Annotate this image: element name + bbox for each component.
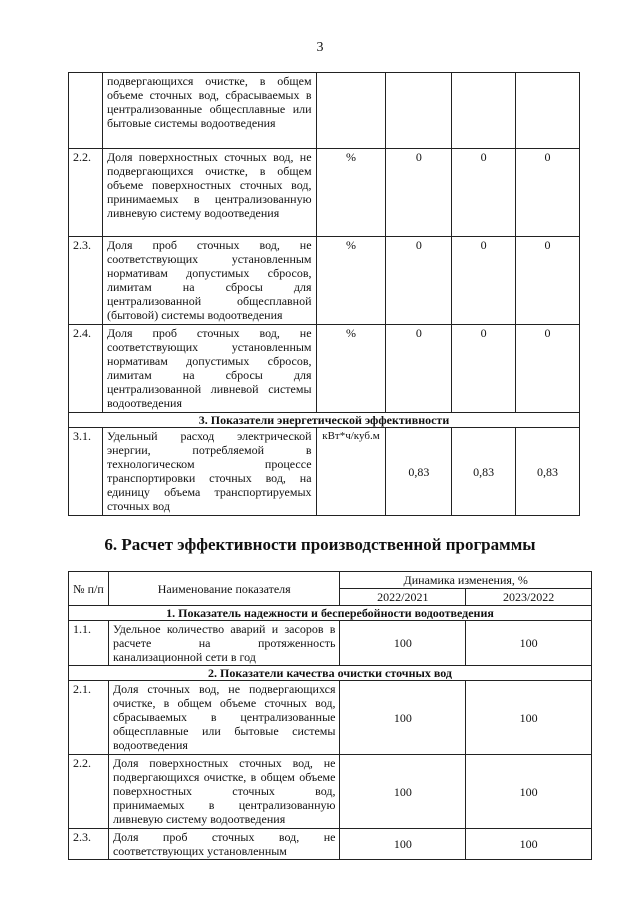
header-name: Наименование показателя — [108, 572, 340, 606]
value-2: 0,83 — [452, 428, 516, 516]
value-2: 100 — [466, 681, 592, 755]
indicator-name: Доля поверхностных сточных вод, не подвергающихся очистке, в общем объеме поверхностных сточных вод, принимаемых в централизованную ливневую систему водоотведения — [102, 149, 316, 237]
value-2: 0 — [452, 149, 516, 237]
value-1: 0 — [386, 325, 452, 413]
row-number: 1.1. — [69, 621, 109, 666]
indicators-table-continued — [68, 72, 580, 516]
table-row — [69, 237, 580, 325]
table-row — [69, 755, 592, 829]
table-row — [69, 73, 580, 149]
value-2: 0 — [452, 237, 516, 325]
indicator-name: Доля проб сточных вод, не соответствующих установленным нормативам допустимых сбросов, лимитам на сбросы для централизованной ливневой системы водоотведения — [102, 325, 316, 413]
table-row — [69, 149, 580, 237]
value-1: 0 — [386, 149, 452, 237]
unit: % — [316, 149, 386, 237]
table-row — [69, 621, 592, 666]
value-1: 100 — [340, 829, 466, 860]
value-2: 100 — [466, 621, 592, 666]
section-title: 1. Показатель надежности и бесперебойности водоотведения — [69, 606, 592, 621]
value-1: 100 — [340, 681, 466, 755]
section-title: 2. Показатели качества очистки сточных вод — [69, 666, 592, 681]
value-2: 100 — [466, 755, 592, 829]
value-3: 0 — [516, 325, 580, 413]
table-row — [69, 829, 592, 860]
row-number: 2.3. — [69, 829, 109, 860]
table-row — [69, 681, 592, 755]
page-number: 3 — [316, 40, 324, 55]
value-1 — [386, 73, 452, 149]
header-dynamics: Динамика изменения, % — [340, 572, 592, 589]
header-year-1: 2022/2021 — [340, 589, 466, 606]
section-heading: 6. Расчет эффективности производственной программы — [104, 535, 536, 554]
value-2: 100 — [466, 829, 592, 860]
unit: % — [316, 237, 386, 325]
value-1: 100 — [340, 621, 466, 666]
unit — [316, 73, 386, 149]
indicator-name: Доля поверхностных сточных вод, не подвергающихся очистке, в общем объеме поверхностных сточных вод, принимаемых в централизованную ливневую систему водоотведения — [108, 755, 340, 829]
indicator-name: Доля проб сточных вод, не соответствующих установленным — [108, 829, 340, 860]
value-1: 100 — [340, 755, 466, 829]
row-number — [69, 73, 103, 149]
header-number: № п/п — [69, 572, 109, 606]
value-2 — [452, 73, 516, 149]
indicator-name: Удельный расход электрической энергии, потребляемой в технологическом процессе транспортировки сточных вод, на единицу объема транспортируемых сточных вод — [102, 428, 316, 516]
table-row — [69, 325, 580, 413]
section-title: 3. Показатели энергетической эффективности — [69, 413, 580, 428]
indicator-name: Удельное количество аварий и засоров в расчете на протяженность канализационной сети в год — [108, 621, 340, 666]
value-2: 0 — [452, 325, 516, 413]
value-3: 0,83 — [516, 428, 580, 516]
row-number: 3.1. — [69, 428, 103, 516]
row-number: 2.2. — [69, 149, 103, 237]
row-number: 2.3. — [69, 237, 103, 325]
row-number: 2.4. — [69, 325, 103, 413]
value-3 — [516, 73, 580, 149]
row-number: 2.2. — [69, 755, 109, 829]
section-row — [69, 413, 580, 428]
value-1: 0,83 — [386, 428, 452, 516]
table-row — [69, 428, 580, 516]
unit: кВт*ч/куб.м — [316, 428, 386, 516]
efficiency-table — [68, 571, 592, 860]
section-row — [69, 606, 592, 621]
value-3: 0 — [516, 237, 580, 325]
value-1: 0 — [386, 237, 452, 325]
indicator-name: Доля сточных вод, не подвергающихся очистке, в общем объеме сточных вод, сбрасываемых в централизованные общесплавные или бытовые системы водоотведения — [108, 681, 340, 755]
header-year-2: 2023/2022 — [466, 589, 592, 606]
header-row — [69, 572, 592, 589]
value-3: 0 — [516, 149, 580, 237]
indicator-name: Доля проб сточных вод, не соответствующих установленным нормативам допустимых сбросов, лимитам на сбросы для централизованной общесплавной (бытовой) системы водоотведения — [102, 237, 316, 325]
row-number: 2.1. — [69, 681, 109, 755]
unit: % — [316, 325, 386, 413]
section-row — [69, 666, 592, 681]
indicator-name: подвергающихся очистке, в общем объеме сточных вод, сбрасываемых в централизованные общесплавные или бытовые системы водоотведения — [102, 73, 316, 149]
